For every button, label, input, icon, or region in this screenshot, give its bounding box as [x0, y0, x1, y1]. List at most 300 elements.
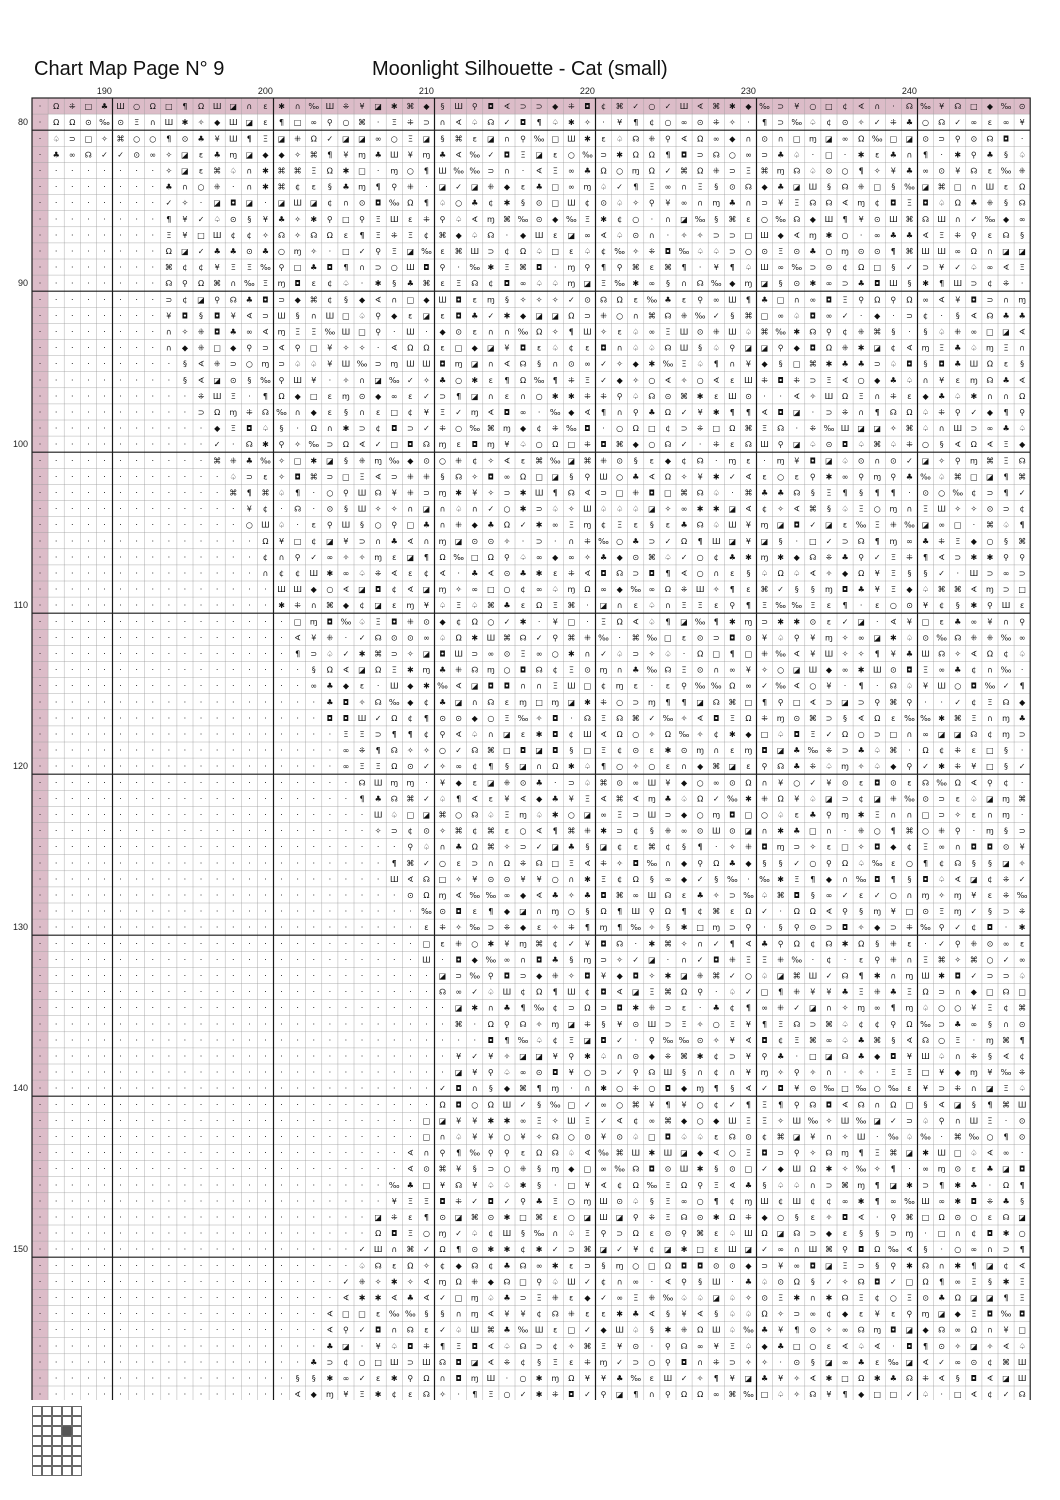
- stitch-symbol: ◪: [857, 424, 865, 433]
- stitch-symbol: ·: [168, 1358, 171, 1367]
- stitch-symbol: ⊙: [761, 134, 768, 143]
- stitch-symbol: ·: [71, 1245, 74, 1254]
- stitch-symbol: ‰: [469, 424, 480, 433]
- stitch-symbol: ♤: [439, 794, 446, 803]
- stitch-symbol: ·: [135, 569, 138, 578]
- stitch-symbol: ✧: [777, 1116, 784, 1125]
- stitch-symbol: ◘: [182, 311, 188, 320]
- stitch-symbol: ⁜: [809, 424, 816, 433]
- stitch-symbol: ⊃: [858, 1261, 865, 1270]
- stitch-symbol: ·: [71, 424, 74, 433]
- stitch-symbol: □: [342, 472, 350, 481]
- stitch-symbol: ◘: [504, 971, 510, 980]
- stitch-symbol: ♤: [713, 488, 720, 497]
- stitch-symbol: ✧: [584, 118, 591, 127]
- stitch-symbol: ◆: [681, 1116, 688, 1125]
- stitch-symbol: ∢: [504, 456, 511, 465]
- stitch-symbol: ¥: [971, 891, 976, 900]
- stitch-symbol: ⚲: [842, 1245, 848, 1254]
- stitch-symbol: ⊙: [922, 1293, 929, 1302]
- stitch-symbol: ·: [264, 730, 267, 739]
- stitch-symbol: ✧: [842, 649, 849, 658]
- stitch-symbol: ·: [184, 456, 187, 465]
- stitch-symbol: ✧: [439, 1390, 446, 1399]
- stitch-symbol: ♤: [262, 424, 269, 433]
- stitch-symbol: ¥: [215, 263, 220, 272]
- stitch-symbol: ·: [296, 1149, 299, 1158]
- stitch-symbol: ◪: [729, 537, 737, 546]
- stitch-symbol: ‰: [421, 907, 432, 916]
- stitch-symbol: ·: [87, 327, 90, 336]
- stitch-symbol: ·: [232, 1100, 235, 1109]
- stitch-symbol: ∢: [391, 569, 398, 578]
- stitch-symbol: ·: [216, 1390, 219, 1399]
- stitch-symbol: ◆: [584, 1293, 591, 1302]
- stitch-symbol: ⊃: [842, 746, 849, 755]
- stitch-symbol: ·: [844, 955, 847, 964]
- stitch-symbol: ∩: [520, 955, 526, 964]
- stitch-symbol: ☊: [1002, 1213, 1009, 1222]
- stitch-symbol: ɱ: [439, 1229, 447, 1238]
- stitch-symbol: ♣: [503, 1261, 510, 1270]
- stitch-symbol: ·: [296, 1358, 299, 1367]
- stitch-symbol: Ξ: [794, 1036, 799, 1045]
- stitch-symbol: ⁜: [906, 440, 913, 449]
- stitch-symbol: ε: [634, 682, 638, 691]
- stitch-symbol: ·: [441, 1004, 444, 1013]
- stitch-symbol: ✱: [665, 746, 672, 755]
- stitch-symbol: §: [441, 102, 445, 111]
- stitch-symbol: Ш: [374, 778, 383, 787]
- stitch-symbol: ·: [103, 746, 106, 755]
- stitch-symbol: ◘: [455, 1358, 461, 1367]
- stitch-symbol: ◘: [842, 1213, 848, 1222]
- stitch-symbol: ✓: [439, 1293, 446, 1302]
- stitch-symbol: ○: [133, 102, 140, 111]
- stitch-symbol: ·: [184, 988, 187, 997]
- stitch-symbol: ¶: [537, 1084, 542, 1093]
- stitch-symbol: ·: [232, 730, 235, 739]
- stitch-symbol: ⊙: [761, 247, 768, 256]
- stitch-symbol: ·: [232, 1229, 235, 1238]
- stitch-symbol: §: [537, 1165, 541, 1174]
- stitch-symbol: Ω: [407, 344, 413, 353]
- stitch-symbol: Ω: [874, 714, 880, 723]
- stitch-symbol: ·: [232, 633, 235, 642]
- stitch-symbol: ◘: [214, 311, 220, 320]
- stitch-symbol: ⌘: [954, 714, 962, 723]
- stitch-symbol: ✧: [568, 971, 575, 980]
- stitch-symbol: ✓: [809, 778, 816, 787]
- stitch-symbol: ¥: [327, 344, 332, 353]
- stitch-symbol: ⚲: [295, 344, 301, 353]
- stitch-symbol: ∢: [793, 505, 800, 514]
- stitch-symbol: ·: [280, 859, 283, 868]
- stitch-symbol: ·: [280, 730, 283, 739]
- stitch-symbol: ·: [232, 1197, 235, 1206]
- stitch-symbol: Ш: [648, 778, 657, 787]
- stitch-symbol: Ξ: [859, 505, 864, 514]
- stitch-symbol: ·: [200, 746, 203, 755]
- stitch-symbol: ⁜: [761, 794, 768, 803]
- stitch-symbol: ∩: [327, 424, 333, 433]
- stitch-symbol: ·: [151, 1390, 154, 1399]
- stitch-symbol: ·: [248, 682, 251, 691]
- stitch-symbol: ♤: [584, 778, 591, 787]
- stitch-symbol: ¶: [456, 794, 461, 803]
- stitch-symbol: ·: [312, 939, 315, 948]
- stitch-symbol: ◪: [970, 1293, 978, 1302]
- stitch-symbol: ɱ: [857, 1181, 865, 1190]
- stitch-symbol: ¶: [746, 295, 751, 304]
- stitch-symbol: ⊙: [471, 537, 478, 546]
- stitch-symbol: ♤: [809, 118, 816, 127]
- stitch-symbol: ∩: [987, 666, 993, 675]
- stitch-symbol: ·: [168, 408, 171, 417]
- stitch-symbol: ‰: [695, 617, 706, 626]
- stitch-symbol: ¥: [665, 778, 670, 787]
- stitch-symbol: ¢: [971, 698, 976, 707]
- stitch-symbol: ‰: [276, 408, 287, 417]
- stitch-symbol: ○: [890, 891, 897, 900]
- stitch-symbol: §: [714, 1165, 718, 1174]
- stitch-symbol: ɱ: [825, 585, 833, 594]
- stitch-symbol: ○: [697, 1116, 704, 1125]
- stitch-symbol: ◘: [874, 875, 880, 884]
- stitch-symbol: Ш: [986, 183, 995, 192]
- stitch-symbol: ·: [135, 327, 138, 336]
- stitch-symbol: □: [551, 247, 559, 256]
- stitch-symbol: □: [342, 1310, 350, 1319]
- stitch-symbol: ¥: [182, 215, 187, 224]
- stitch-symbol: ∩: [166, 344, 172, 353]
- stitch-symbol: ☊: [1019, 199, 1026, 208]
- stitch-symbol: ∩: [810, 1181, 816, 1190]
- stitch-symbol: ◪: [857, 617, 865, 626]
- stitch-symbol: ·: [361, 1342, 364, 1351]
- stitch-symbol: ·: [329, 859, 332, 868]
- stitch-symbol: ☊: [697, 488, 704, 497]
- stitch-symbol: ∩: [552, 1229, 558, 1238]
- stitch-symbol: ·: [103, 762, 106, 771]
- stitch-symbol: ·: [151, 505, 154, 514]
- stitch-symbol: ·: [168, 810, 171, 819]
- stitch-symbol: ·: [280, 810, 283, 819]
- stitch-symbol: ·: [55, 1100, 58, 1109]
- stitch-symbol: ·: [361, 1100, 364, 1109]
- stitch-symbol: Ξ: [537, 1293, 542, 1302]
- stitch-symbol: ◪: [213, 199, 221, 208]
- stitch-symbol: ☊: [970, 166, 977, 175]
- stitch-symbol: ·: [39, 907, 42, 916]
- stitch-symbol: ✧: [600, 327, 607, 336]
- stitch-symbol: ⊃: [842, 279, 849, 288]
- stitch-symbol: ·: [216, 1261, 219, 1270]
- stitch-symbol: ◪: [519, 907, 527, 916]
- stitch-symbol: ✓: [954, 923, 961, 932]
- stitch-symbol: ⁜: [842, 344, 849, 353]
- stitch-symbol: ✓: [954, 118, 961, 127]
- stitch-symbol: ∢: [600, 794, 607, 803]
- stitch-symbol: Ω: [423, 891, 429, 900]
- stitch-symbol: ⌘: [165, 263, 173, 272]
- stitch-symbol: ·: [87, 376, 90, 385]
- stitch-symbol: ⁜: [761, 649, 768, 658]
- stitch-symbol: ·: [956, 569, 959, 578]
- stitch-symbol: ⊙: [632, 231, 639, 240]
- stitch-symbol: ·: [135, 537, 138, 546]
- stitch-symbol: ✧: [681, 472, 688, 481]
- stitch-symbol: ◪: [584, 1036, 592, 1045]
- stitch-symbol: ·: [409, 988, 412, 997]
- stitch-symbol: ‰: [791, 955, 802, 964]
- stitch-symbol: ◆: [1003, 215, 1010, 224]
- stitch-symbol: ·: [119, 907, 122, 916]
- stitch-symbol: ○: [616, 1100, 623, 1109]
- stitch-symbol: ·: [425, 778, 428, 787]
- stitch-symbol: ¢: [553, 1004, 558, 1013]
- stitch-symbol: ·: [329, 1004, 332, 1013]
- stitch-symbol: ε: [489, 376, 493, 385]
- stitch-symbol: ⊙: [842, 118, 849, 127]
- stitch-symbol: ⁜: [600, 859, 607, 868]
- stitch-symbol: ·: [119, 1020, 122, 1029]
- stitch-symbol: ·: [151, 440, 154, 449]
- stitch-symbol: ¶: [1020, 1245, 1025, 1254]
- stitch-symbol: ♣: [632, 1310, 639, 1319]
- stitch-symbol: ⌘: [1018, 794, 1026, 803]
- stitch-symbol: ·: [87, 311, 90, 320]
- stitch-symbol: ·: [151, 649, 154, 658]
- stitch-symbol: Ξ: [295, 327, 300, 336]
- stitch-symbol: ⌘: [294, 166, 302, 175]
- stitch-symbol: ·: [216, 1358, 219, 1367]
- stitch-symbol: ✧: [777, 1310, 784, 1319]
- stitch-symbol: ¢: [553, 939, 558, 948]
- stitch-symbol: ⁜: [359, 1277, 366, 1286]
- stitch-symbol: ·: [71, 521, 74, 530]
- stitch-symbol: ·: [248, 971, 251, 980]
- stitch-symbol: ·: [312, 1068, 315, 1077]
- stitch-symbol: ·: [329, 376, 332, 385]
- stitch-symbol: ◘: [810, 344, 816, 353]
- stitch-symbol: ∩: [504, 166, 510, 175]
- stitch-symbol: ∩: [890, 971, 896, 980]
- stitch-symbol: ✓: [455, 1229, 462, 1238]
- stitch-symbol: Ω: [955, 778, 961, 787]
- stitch-symbol: ¥: [987, 1068, 992, 1077]
- stitch-symbol: ✓: [681, 408, 688, 417]
- stitch-symbol: ✧: [954, 1342, 961, 1351]
- chart-page-label: Chart Map Page N° 9: [34, 58, 224, 81]
- stitch-symbol: ·: [200, 649, 203, 658]
- stitch-symbol: □: [745, 698, 753, 707]
- stitch-symbol: ☊: [616, 714, 623, 723]
- stitch-symbol: ·: [329, 1261, 332, 1270]
- stitch-symbol: ○: [342, 118, 349, 127]
- stitch-symbol: ♣: [439, 666, 446, 675]
- stitch-symbol: ⊃: [69, 134, 76, 143]
- stitch-symbol: ·: [296, 1310, 299, 1319]
- stitch-symbol: ·: [119, 247, 122, 256]
- stitch-symbol: ◪: [745, 1374, 753, 1383]
- stitch-symbol: Ω: [697, 134, 703, 143]
- stitch-symbol: ♣: [214, 150, 221, 159]
- stitch-symbol: ·: [312, 971, 315, 980]
- stitch-symbol: ¶: [456, 1149, 461, 1158]
- stitch-symbol: ◪: [423, 585, 431, 594]
- stitch-symbol: ¢: [633, 1116, 638, 1125]
- stitch-symbol: ◘: [230, 199, 236, 208]
- stitch-symbol: ♣: [970, 199, 977, 208]
- stitch-symbol: ∞: [649, 279, 656, 288]
- stitch-symbol: §: [730, 1084, 734, 1093]
- stitch-symbol: ¥: [166, 311, 171, 320]
- stitch-symbol: ·: [103, 1390, 106, 1399]
- stitch-symbol: ·: [296, 1084, 299, 1093]
- stitch-symbol: ε: [650, 746, 654, 755]
- stitch-symbol: ·: [296, 1132, 299, 1141]
- stitch-symbol: ♤: [761, 891, 768, 900]
- stitch-symbol: ɱ: [551, 907, 559, 916]
- stitch-symbol: ⊃: [1019, 569, 1026, 578]
- stitch-symbol: ·: [361, 875, 364, 884]
- stitch-symbol: ∩: [649, 231, 655, 240]
- stitch-symbol: ∩: [955, 843, 961, 852]
- stitch-symbol: Ξ: [859, 392, 864, 401]
- stitch-symbol: ɱ: [841, 1149, 849, 1158]
- stitch-symbol: ◘: [536, 263, 542, 272]
- stitch-symbol: ·: [892, 1342, 895, 1351]
- stitch-symbol: ♤: [729, 1310, 736, 1319]
- stitch-symbol: ¥: [343, 150, 348, 159]
- stitch-symbol: ·: [168, 859, 171, 868]
- stitch-symbol: ·: [135, 392, 138, 401]
- stitch-symbol: ·: [248, 843, 251, 852]
- stitch-symbol: ε: [891, 714, 895, 723]
- stitch-symbol: ♣: [761, 488, 768, 497]
- stitch-symbol: ☊: [809, 327, 816, 336]
- stitch-symbol: ♤: [1002, 521, 1009, 530]
- stitch-symbol: ¶: [714, 1374, 719, 1383]
- stitch-symbol: ○: [1019, 1229, 1026, 1238]
- stitch-symbol: ·: [248, 1342, 251, 1351]
- stitch-symbol: ¢: [408, 408, 413, 417]
- stitch-symbol: ⊙: [922, 794, 929, 803]
- stitch-symbol: ∩: [729, 1068, 735, 1077]
- stitch-symbol: ·: [184, 440, 187, 449]
- stitch-symbol: ·: [296, 1020, 299, 1029]
- stitch-symbol: ·: [361, 1132, 364, 1141]
- stitch-symbol: ·: [296, 971, 299, 980]
- stitch-symbol: ⊙: [568, 360, 575, 369]
- stitch-symbol: ♤: [616, 649, 623, 658]
- stitch-symbol: Ω: [150, 102, 156, 111]
- stitch-symbol: ε: [392, 553, 396, 562]
- stitch-symbol: ·: [103, 843, 106, 852]
- stitch-symbol: ◆: [407, 698, 414, 707]
- stitch-symbol: Ξ: [682, 1020, 687, 1029]
- stitch-symbol: Ш: [326, 102, 335, 111]
- stitch-symbol: ∢: [793, 231, 800, 240]
- stitch-symbol: ɱ: [278, 279, 286, 288]
- stitch-symbol: ɱ: [696, 746, 704, 755]
- stitch-symbol: ·: [200, 424, 203, 433]
- stitch-symbol: ⁜: [777, 1004, 784, 1013]
- stitch-symbol: ɱ: [761, 553, 769, 562]
- stitch-symbol: ∢: [423, 1277, 430, 1286]
- stitch-symbol: ∢: [1003, 1342, 1010, 1351]
- stitch-symbol: ·: [39, 617, 42, 626]
- stitch-symbol: ⌘: [648, 311, 656, 320]
- stitch-symbol: □: [310, 344, 318, 353]
- stitch-symbol: ·: [168, 392, 171, 401]
- stitch-symbol: ·: [71, 907, 74, 916]
- stitch-symbol: ·: [779, 1358, 782, 1367]
- stitch-symbol: ♤: [906, 633, 913, 642]
- stitch-symbol: ¶: [714, 1084, 719, 1093]
- stitch-symbol: ε: [553, 1213, 557, 1222]
- stitch-symbol: Ξ: [939, 344, 944, 353]
- stitch-symbol: ‰: [985, 215, 996, 224]
- stitch-symbol: ɱ: [954, 891, 962, 900]
- stitch-symbol: ✧: [294, 231, 301, 240]
- stitch-symbol: ·: [151, 1326, 154, 1335]
- stitch-symbol: ∩: [488, 392, 494, 401]
- stitch-symbol: ⌘: [793, 971, 801, 980]
- stitch-symbol: ‰: [550, 408, 561, 417]
- stitch-symbol: ✱: [536, 521, 543, 530]
- stitch-symbol: ♣: [584, 891, 591, 900]
- stitch-symbol: ·: [377, 923, 380, 932]
- stitch-symbol: ⁜: [858, 827, 865, 836]
- stitch-symbol: ⚲: [617, 263, 623, 272]
- stitch-symbol: ·: [1021, 810, 1024, 819]
- stitch-symbol: ·: [39, 988, 42, 997]
- stitch-symbol: ·: [71, 488, 74, 497]
- stitch-symbol: ·: [39, 166, 42, 175]
- stitch-symbol: □: [423, 1132, 431, 1141]
- stitch-symbol: ·: [377, 1052, 380, 1061]
- stitch-symbol: ε: [746, 456, 750, 465]
- stitch-symbol: Ξ: [504, 714, 509, 723]
- stitch-symbol: □: [294, 456, 302, 465]
- stitch-symbol: ◆: [520, 231, 527, 240]
- stitch-symbol: ·: [168, 1036, 171, 1045]
- stitch-symbol: ·: [103, 505, 106, 514]
- stitch-symbol: ✧: [423, 376, 430, 385]
- stitch-symbol: Ξ: [231, 392, 236, 401]
- stitch-symbol: ·: [135, 649, 138, 658]
- stitch-symbol: ·: [119, 166, 122, 175]
- stitch-symbol: Ш: [358, 714, 367, 723]
- stitch-symbol: ⊃: [165, 295, 172, 304]
- stitch-symbol: ·: [39, 1100, 42, 1109]
- stitch-symbol: ⚲: [391, 183, 397, 192]
- stitch-symbol: ·: [151, 907, 154, 916]
- stitch-symbol: ·: [71, 1181, 74, 1190]
- stitch-symbol: ·: [168, 1165, 171, 1174]
- stitch-symbol: ⌘: [809, 505, 817, 514]
- stitch-symbol: ·: [135, 1261, 138, 1270]
- stitch-symbol: ◪: [970, 875, 978, 884]
- stitch-symbol: ⊃: [632, 698, 639, 707]
- stitch-symbol: ○: [858, 730, 865, 739]
- stitch-symbol: Ξ: [504, 810, 509, 819]
- stitch-symbol: ✧: [729, 118, 736, 127]
- stitch-symbol: ⊙: [858, 456, 865, 465]
- stitch-symbol: ⁜: [198, 392, 205, 401]
